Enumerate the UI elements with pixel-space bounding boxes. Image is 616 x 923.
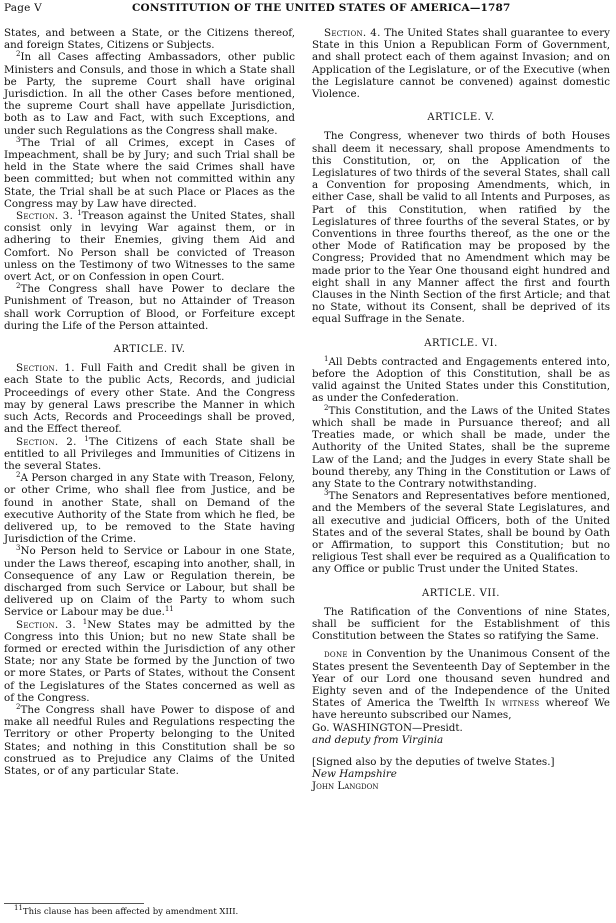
state-name: New Hampshire — [312, 768, 397, 781]
paragraph — [4, 137, 295, 210]
paragraph-text: New States may be admitted by the Congress into this Union; but no new State shall be formed or erected within the Jurisdiction of any other State; nor any State be formed by the Junction of two or more States, or Parts of States, without the Consent of the Legislatures of the States concerned as well as of the Congress. — [4, 618, 295, 704]
paragraph — [312, 490, 610, 575]
article-heading: ARTICLE. V. — [427, 112, 495, 124]
paragraph — [312, 405, 610, 490]
paragraph — [4, 210, 295, 283]
clause-number: 2 — [16, 702, 21, 711]
signed-note: [Signed also by the deputies of twelve States.] — [312, 755, 555, 768]
paragraph-text: All Debts contracted and Engagements entered into, before the Adoption of this Constitution, shall be as valid against the United States under this Constitution, as under the Confederation. — [312, 355, 610, 405]
paragraph-text: This Constitution, and the Laws of the United States which shall be made in Pursuance thereof; and all Treaties made, or which shall be made, under the Authority of the United States, shall be the supreme Law of the Land; and the Judges in every State shall be bound thereby, any Thing in the Constitution or Laws of any State to the Contrary notwithstanding. — [312, 404, 610, 490]
paragraph — [4, 619, 295, 704]
footnote-text: This clause has been affected by amendment XIII. — [22, 907, 239, 917]
clause-number: 1 — [82, 617, 88, 626]
paragraph-text: In all Cases affecting Ambassadors, other public Ministers and Consuls, and those in which a State shall be Party, the supreme Court shall have original Jurisdiction. In all the other Cases before mentioned, the supreme Court shall have appellate Jurisdiction, both as to Law and Fact, with such Exceptions, and under such Regulations as the Congress shall make. — [4, 51, 295, 137]
signature-name: Go. WASHINGTON—Presidt. — [312, 721, 463, 734]
clause-number: 3 — [16, 135, 21, 144]
footnote-divider — [4, 903, 144, 904]
page-title: CONSTITUTION OF THE UNITED STATES OF AMERICA—1787 — [132, 2, 511, 14]
clause-number: 2 — [16, 471, 21, 480]
paragraph — [4, 51, 295, 136]
closing-paragraph — [312, 648, 610, 721]
clause-number: 3 — [324, 489, 329, 498]
paragraph — [4, 283, 295, 332]
article-heading: ARTICLE. VII. — [422, 587, 500, 599]
paragraph-text: whereof We have hereunto subscribed our Names, — [312, 697, 610, 722]
clause-number: 3 — [16, 544, 21, 553]
paragraph — [4, 362, 295, 435]
page-number: Page V — [4, 2, 42, 14]
paragraph — [4, 436, 295, 473]
signature-title: and deputy from Virginia — [312, 733, 444, 746]
paragraph-text: Full Faith and Credit shall be given in each State to the public Acts, Records, and judicial Proceedings of every other State. And the Congress may by general Laws prescribe the Manner in which such Acts, Records and Proceedings shall be proved, and the Effect thereof. — [4, 362, 295, 436]
paragraph — [312, 130, 610, 325]
left-column — [4, 27, 295, 777]
clause-number: 1 — [84, 434, 89, 443]
paragraph-text: The Congress shall have Power to dispose of and make all needful Rules and Regulations respecting the Territory or other Property belonging to the United States; and nothing in this Constitution shall be so construed as to Prejudice any Claims of the United States, or of any particular State. — [4, 703, 295, 777]
paragraph — [4, 545, 295, 618]
done-label: done — [324, 648, 348, 661]
section-label: Section. 2. — [16, 435, 77, 448]
paragraph — [4, 472, 295, 545]
paragraph — [4, 27, 295, 51]
paragraph-text: The Senators and Representatives before mentioned, and the Members of the several State Legislatures, and all executive and judicial Officers, both of the United States and of the several States, shall be bound by Oath or Affirmation, to support this Constitution; but no religious Test shall ever be required as a Qualification to any Office or public Trust under the United States. — [312, 490, 610, 576]
witness-label: In witness — [484, 697, 540, 710]
section-label: Section. 3. — [16, 618, 76, 631]
paragraph-text: Treason against the United States, shall consist only in levying War against them, or in adhering to their Enemies, giving them Aid and Comfort. No Person shall be convicted of Treason unless on the Testimony of two Witnesses to the same overt Act, or on Confession in open Court. — [4, 210, 295, 284]
signer-name: John Langdon — [312, 780, 379, 793]
paragraph — [312, 27, 610, 100]
footnote — [14, 904, 239, 917]
paragraph-text: in Convention by the Unanimous Consent of the States present the Seventeenth Day of September in the Year of our Lord one thousand seven hundred and Eighty seven and of the Independence of the United States of America the Twelfth — [312, 648, 610, 710]
section-label: Section. 1. — [16, 362, 75, 375]
clause-number: 1 — [77, 209, 82, 218]
article-heading: ARTICLE. VI. — [424, 337, 498, 349]
footnote-number: 11 — [14, 904, 23, 912]
paragraph — [312, 606, 610, 643]
paragraph-text: The Citizens of each State shall be entitled to all Privileges and Immunities of Citizens in the several States. — [4, 435, 295, 472]
clause-number: 1 — [324, 354, 329, 363]
page-header — [4, 2, 610, 18]
clause-number: 2 — [324, 403, 329, 412]
paragraph — [4, 704, 295, 777]
paragraph-text: The Congress, whenever two thirds of both Houses shall deem it necessary, shall propose Amendments to this Constitution, or, on the Application of the Legislatures of two thirds of the several States, shall call a Convention for proposing Amendments, which, in either Case, shall be valid to all Intents and Purposes, as Part of this Constitution, when ratified by the Legislatures of three fourths of the several States, or by Conventions in three fourths thereof, as the one or the other Mode of Ratification may be proposed by the Congress; Provided that no Amendment which may be made prior to the Year One thousand eight hundred and eight shall in any Manner affect the first and fourth Clauses in the Ninth Section of the first Article; and that no State, without its Consent, shall be deprived of its equal Suffrage in the Senate. — [312, 130, 610, 326]
clause-number: 2 — [16, 50, 21, 59]
paragraph-text: The Congress shall have Power to declare the Punishment of Treason, but no Attainder of Treason shall work Corruption of Blood, or Forfeiture except during the Life of the Person attainted. — [4, 283, 295, 332]
paragraph-text: A Person charged in any State with Treason, Felony, or other Crime, who shall flee from Justice, and be found in another State, shall on Demand of the executive Authority of the State from which he fled, be delivered up, to be removed to the State having Jurisdiction of the Crime. — [4, 472, 295, 546]
section-label: Section. 4. — [324, 27, 381, 39]
paragraph-text: The Trial of all Crimes, except in Cases of Impeachment, shall be by Jury; and such Trial shall be held in the State where the said Crimes shall have been committed; but when not committed within any State, the Trial shall be at such Place or Places as the Congress may by Law have directed. — [4, 136, 295, 210]
paragraph-text: States, and between a State, or the Citizens thereof, and foreign States, Citizens or Subjects. — [4, 27, 295, 52]
right-column — [312, 27, 610, 793]
paragraph — [312, 356, 610, 405]
footnote-reference[interactable]: 11 — [164, 605, 174, 614]
paragraph-text: The United States shall guarantee to every State in this Union a Republican Form of Government, and shall protect each of them against Invasion; and on Application of the Legislature, or of the Executive (when the Legislature cannot be convened) against domestic Violence. — [312, 27, 611, 101]
paragraph-text: The Ratification of the Conventions of nine States, shall be sufficient for the Establishment of this Constitution between the States so ratifying the Same. — [312, 605, 610, 643]
article-heading: ARTICLE. IV. — [113, 344, 186, 356]
clause-number: 2 — [16, 282, 21, 291]
section-label: Section. 3. — [16, 210, 74, 223]
paragraph-text: No Person held to Service or Labour in one State, under the Laws thereof, escaping into another, shall, in Consequence of any Law or Regulation therein, be discharged from such Service or Labour, but shall be delivered up on Claim of the Party to whom such Service or Labour may be due. — [4, 545, 295, 619]
